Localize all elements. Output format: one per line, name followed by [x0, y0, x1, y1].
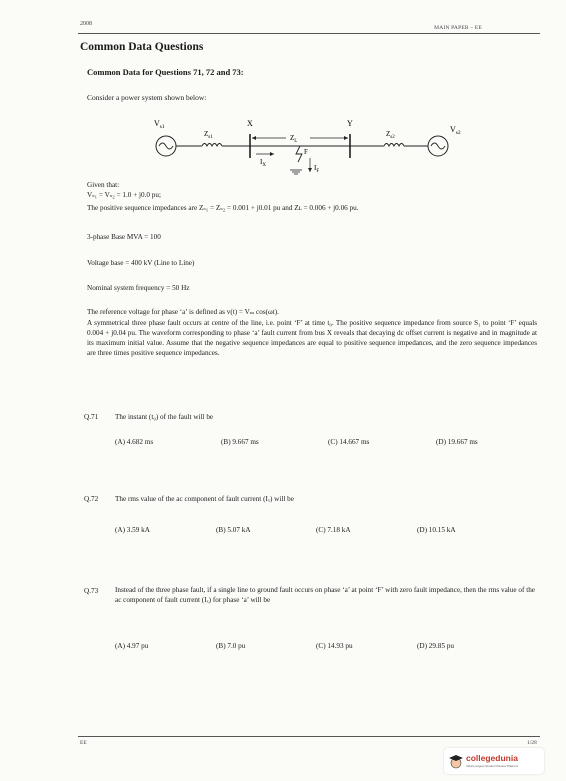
question-73-number: Q.73 [84, 587, 99, 595]
question-71-number: Q.71 [84, 413, 99, 421]
given-impedances: The positive sequence impedances are Zₛ₁ = Zₛ₂ = 0.001 + j0.01 pu and Zʟ = 0.006 + j0.06 pu. [87, 204, 359, 212]
header-paper: MAIN PAPER – EE [434, 25, 482, 31]
if-label: $I_F$ [314, 164, 320, 174]
intro-text: Consider a power system shown below: [87, 93, 207, 102]
system-frequency: Nominal system frequency = 50 Hz [87, 284, 190, 292]
zs1-inductor-icon [202, 144, 222, 147]
collegedunia-watermark [444, 748, 544, 774]
vs1-label: $V_{s1}$ [154, 119, 165, 130]
question-71-option-a[interactable]: (A) 4.682 ms [115, 438, 154, 446]
section-title: Common Data Questions [80, 41, 204, 53]
header-year: 2008 [80, 21, 92, 27]
zs2-label: $Z_{s2}$ [386, 130, 395, 140]
voltage-base: Voltage base = 400 kV (Line to Line) [87, 259, 195, 267]
zs1-label: $Z_{s1}$ [204, 130, 213, 140]
footer-paper-code: EE [80, 740, 87, 746]
question-72-number: Q.72 [84, 495, 99, 503]
zl-label: $Z_L$ [290, 134, 298, 144]
question-71-option-b[interactable]: (B) 9.667 ms [221, 438, 259, 446]
bus-y-label: Y [347, 119, 353, 128]
common-data-heading: Common Data for Questions 71, 72 and 73: [87, 67, 244, 77]
question-71-option-d[interactable]: (D) 19.667 ms [436, 438, 478, 446]
given-voltages: Vₛ₁ = Vₛ₂ = 1.0 + j0.0 pu; [87, 191, 161, 199]
ix-label: $I_X$ [260, 158, 266, 168]
question-71-text: The instant (t₀) of the fault will be [115, 413, 214, 421]
given-label: Given that: [87, 181, 120, 189]
base-mva: 3-phase Base MVA = 100 [87, 233, 161, 241]
question-73-option-a[interactable]: (A) 4.97 pu [115, 642, 149, 650]
vs2-label: $V_{s2}$ [450, 125, 461, 136]
question-72-option-c[interactable]: (C) 7.18 kA [316, 526, 351, 534]
zs2-inductor-icon [384, 144, 404, 147]
question-73-option-c[interactable]: (C) 14.93 pu [316, 642, 353, 650]
question-73-text: Instead of the three phase fault, if a single line to ground fault occurs on phase ‘a’ at point ‘F’ with zero fault impedance, then the rms value of the ac component of fault current (Iₓ) for phase ‘a’ will be [115, 586, 535, 604]
question-73-option-b[interactable]: (B) 7.0 pu [216, 642, 246, 650]
fault-label: F [304, 148, 308, 156]
question-72-option-b[interactable]: (B) 5.07 kA [216, 526, 251, 534]
footer-divider [78, 736, 540, 737]
question-73-option-d[interactable]: (D) 29.85 pu [417, 642, 454, 650]
power-system-diagram [140, 114, 470, 180]
question-72-option-d[interactable]: (D) 10.15 kA [417, 526, 456, 534]
reference-voltage: The reference voltage for phase ‘a’ is defined as v(t) = Vₘ cos(ωt). [87, 308, 279, 316]
fault-icon [296, 146, 302, 162]
question-72-text: The rms value of the ac component of fault current (Iₓ) will be [115, 495, 294, 503]
footer-page-number: 1/28 [527, 740, 537, 746]
logo-tagline: India's largest Student Review Platform [466, 764, 519, 768]
question-72-option-a[interactable]: (A) 3.59 kA [115, 526, 150, 534]
bus-x-label: X [247, 119, 253, 128]
header-divider [78, 33, 540, 34]
graduate-cap-icon [448, 753, 464, 769]
fault-description: A symmetrical three phase fault occurs at centre of the line, i.e. point ‘F’ at time t₀. The positive sequence impedance from source S₁ to point ‘F’ equals 0.004 + j0.04 pu. The waveform corresponding to phase ‘a’ fault current from bus X reveals that decaying dc offset current is negative and in magnitude at its maximum initial value. Assume that the negative sequence impedances are equal to positive sequence impedances, and the zero sequence impedances are three times positive sequence impedances. [87, 319, 537, 357]
question-71-option-c[interactable]: (C) 14.667 ms [328, 438, 370, 446]
logo-name: collegedunia [466, 753, 518, 763]
